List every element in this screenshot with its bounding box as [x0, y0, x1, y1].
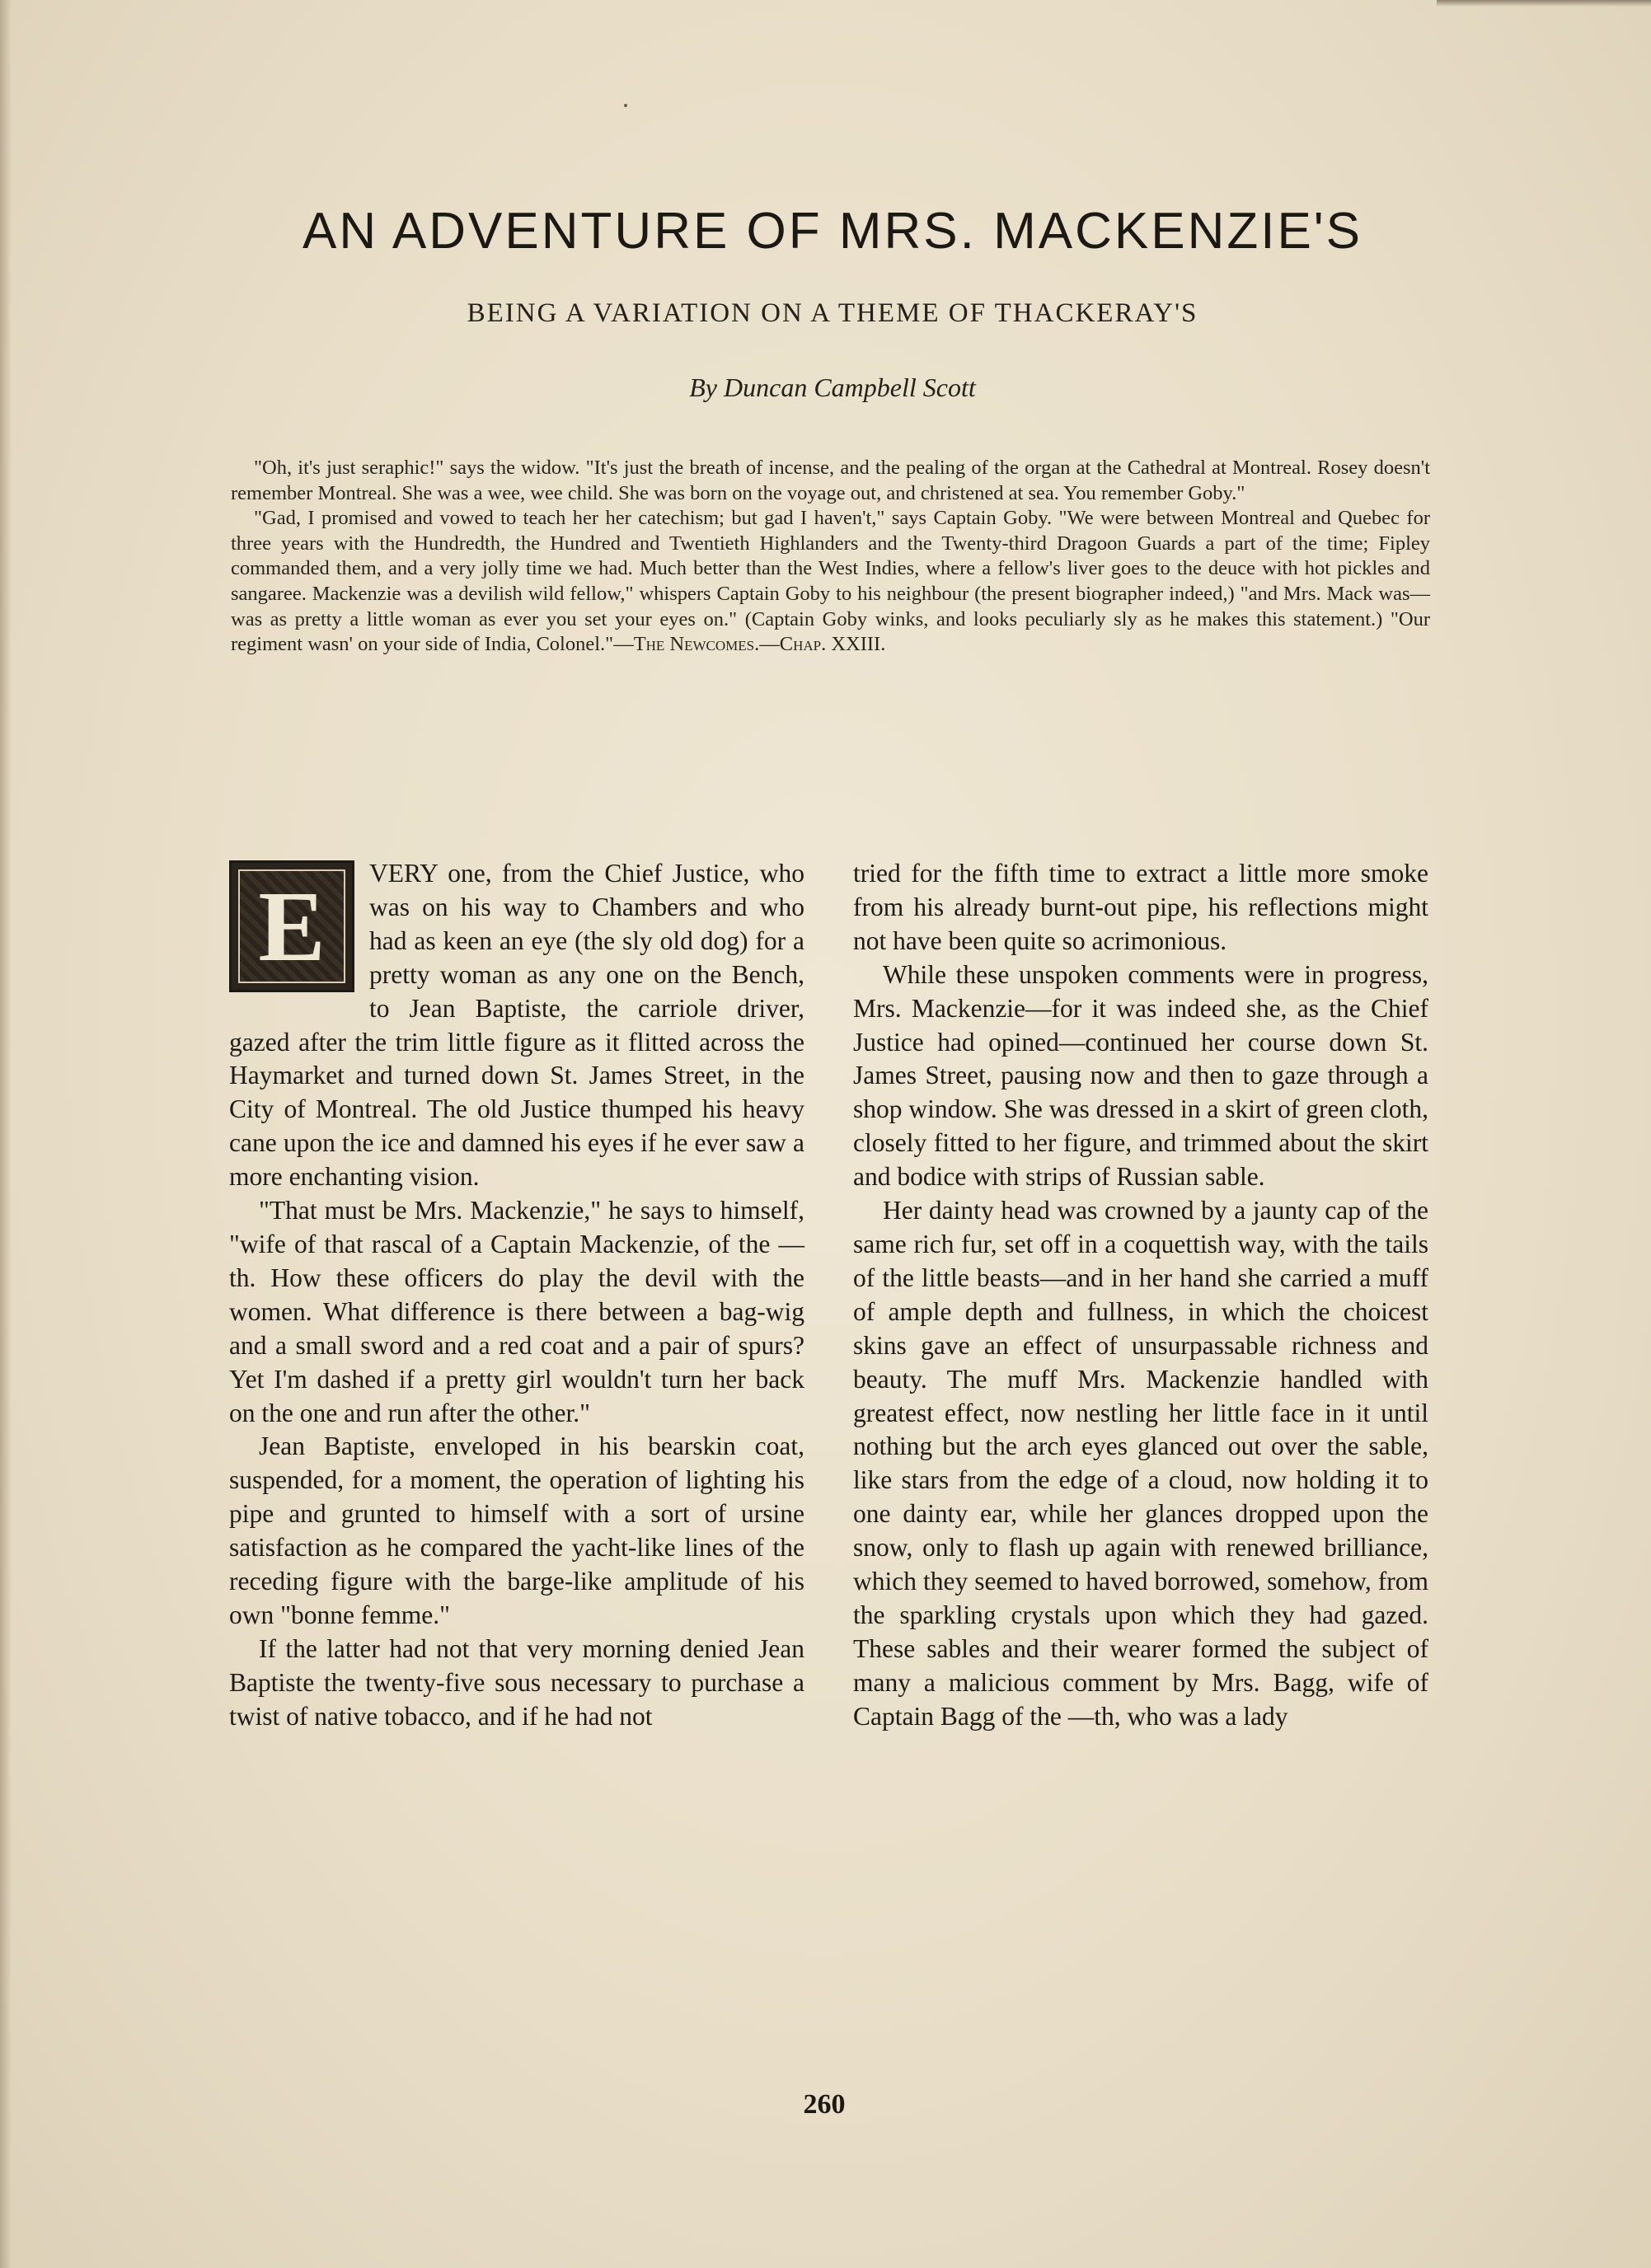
epigraph-paragraph-2-text: "Gad, I promised and vowed to teach her her catechism; but gad I haven't," says Captain Goby. "We were between Montreal and Quebec for three years with the Hundredth, the Hundred and Twentieth Highlanders and the Twenty-third Dragoon Guards a part of the time; Fipley commanded them, and a very jolly time we had. Much better than the West Indies, where a fellow's liver goes to the deuce with hot pickles and sangaree. Mackenzie was a devilish wild fellow," whispers Captain Goby to his neighbour (the present biographer indeed,) "and Mrs. Mack was—was as pretty a little woman as ever you set your eyes on." (Captain Goby winks, and looks peculiarly sly as he makes this statement.) "Our regiment wasn' on your side of India, Colonel."	[231, 507, 1430, 656]
body-paragraph: Jean Baptiste, enveloped in his bearskin coat, suspended, for a moment, the operation of lighting his pipe and grunted to himself with a sort of ursine satisfaction as he compared the yacht-like lines of the receding figure with the barge-like amplitude of his own "bonne femme."	[229, 1432, 804, 1629]
page-number: 260	[803, 2089, 846, 2120]
epigraph	[231, 456, 1430, 658]
epigraph-source: —The Newcomes.—Chap. XXIII.	[613, 633, 886, 656]
speck	[624, 104, 627, 107]
epigraph-paragraph-2	[231, 506, 1430, 658]
epigraph-paragraph-1: "Oh, it's just seraphic!" says the widow. "It's just the breath of incense, and the pealing of the organ at the Cathedral at Montreal. Rosey doesn't remember Montreal. She was a wee, wee child. She was born on the voyage out, and christened at sea. You remember Goby."	[231, 457, 1430, 504]
page-edge	[1437, 0, 1651, 7]
article-subtitle: BEING A VARIATION ON A THEME OF THACKERAY'S	[467, 298, 1198, 328]
body-paragraph: Her dainty head was crowned by a jaunty cap of the same rich fur, set off in a coquettish way, with the tails of the little beasts—and in her hand she carried a muff of ample depth and fullness, in which the choicest skins gave an effect of unsurpassable richness and beauty. The muff Mrs. Mackenzie handled with greatest effect, now nestling her little face in it until nothing but the arch eyes glanced out over the sable, like stars from the edge of a cloud, now holding it to one dainty ear, while her glances dropped upon the snow, only to flash up again with renewed brilliance, which they seemed to haved borrowed, somehow, from the sparkling crystals upon which they had gazed. These sables and their wearer formed the subject of many a malicious comment by Mrs. Bagg, wife of Captain Bagg of the —th, who was a lady	[853, 1196, 1428, 1731]
body-paragraph: While these unspoken comments were in progress, Mrs. Mackenzie—for it was indeed she, as the Chief Justice had opined—continued her course down St. James Street, pausing now and then to gaze through a shop window. She was dressed in a skirt of green cloth, closely fitted to her figure, and trimmed about the skirt and bodice with strips of Russian sable.	[853, 959, 1428, 1192]
left-column	[229, 857, 804, 1734]
body-paragraph: VERY one, from the Chief Justice, who was on his way to Chambers and who had as keen an eye (the sly old dog) for a pretty woman as any one on the Bench, to Jean Baptiste, the carriole driver, gazed after the trim little figure as it flitted across the Haymarket and turned down St. James Street, in the City of Montreal. The old Justice thumped his heavy cane upon the ice and damned his eyes if he ever saw a more enchanting vision.	[229, 859, 804, 1192]
right-column	[853, 857, 1428, 1734]
byline: By Duncan Campbell Scott	[689, 373, 976, 402]
body-paragraph: If the latter had not that very morning denied Jean Baptiste the twenty-five sous necessary to purchase a twist of native tobacco, and if he had not	[229, 1633, 804, 1731]
body-paragraph: tried for the fifth time to extract a little more smoke from his already burnt-out pipe, his reflections might not have been quite so acrimonious.	[853, 859, 1428, 955]
gutter-shadow	[0, 0, 12, 2268]
body-paragraph: "That must be Mrs. Mackenzie," he says to himself, "wife of that rascal of a Captain Mackenzie, of the —th. How these officers do play the devil with the women. What difference is there between a bag-wig and a small sword and a red coat and a pair of spurs? Yet I'm dashed if a pretty girl wouldn't turn her back on the one and run after the other."	[229, 1196, 804, 1427]
article-title: AN ADVENTURE OF MRS. MACKENZIE'S	[303, 203, 1363, 260]
drop-cap-letter: E	[258, 871, 326, 982]
drop-cap-ornament	[229, 860, 354, 992]
